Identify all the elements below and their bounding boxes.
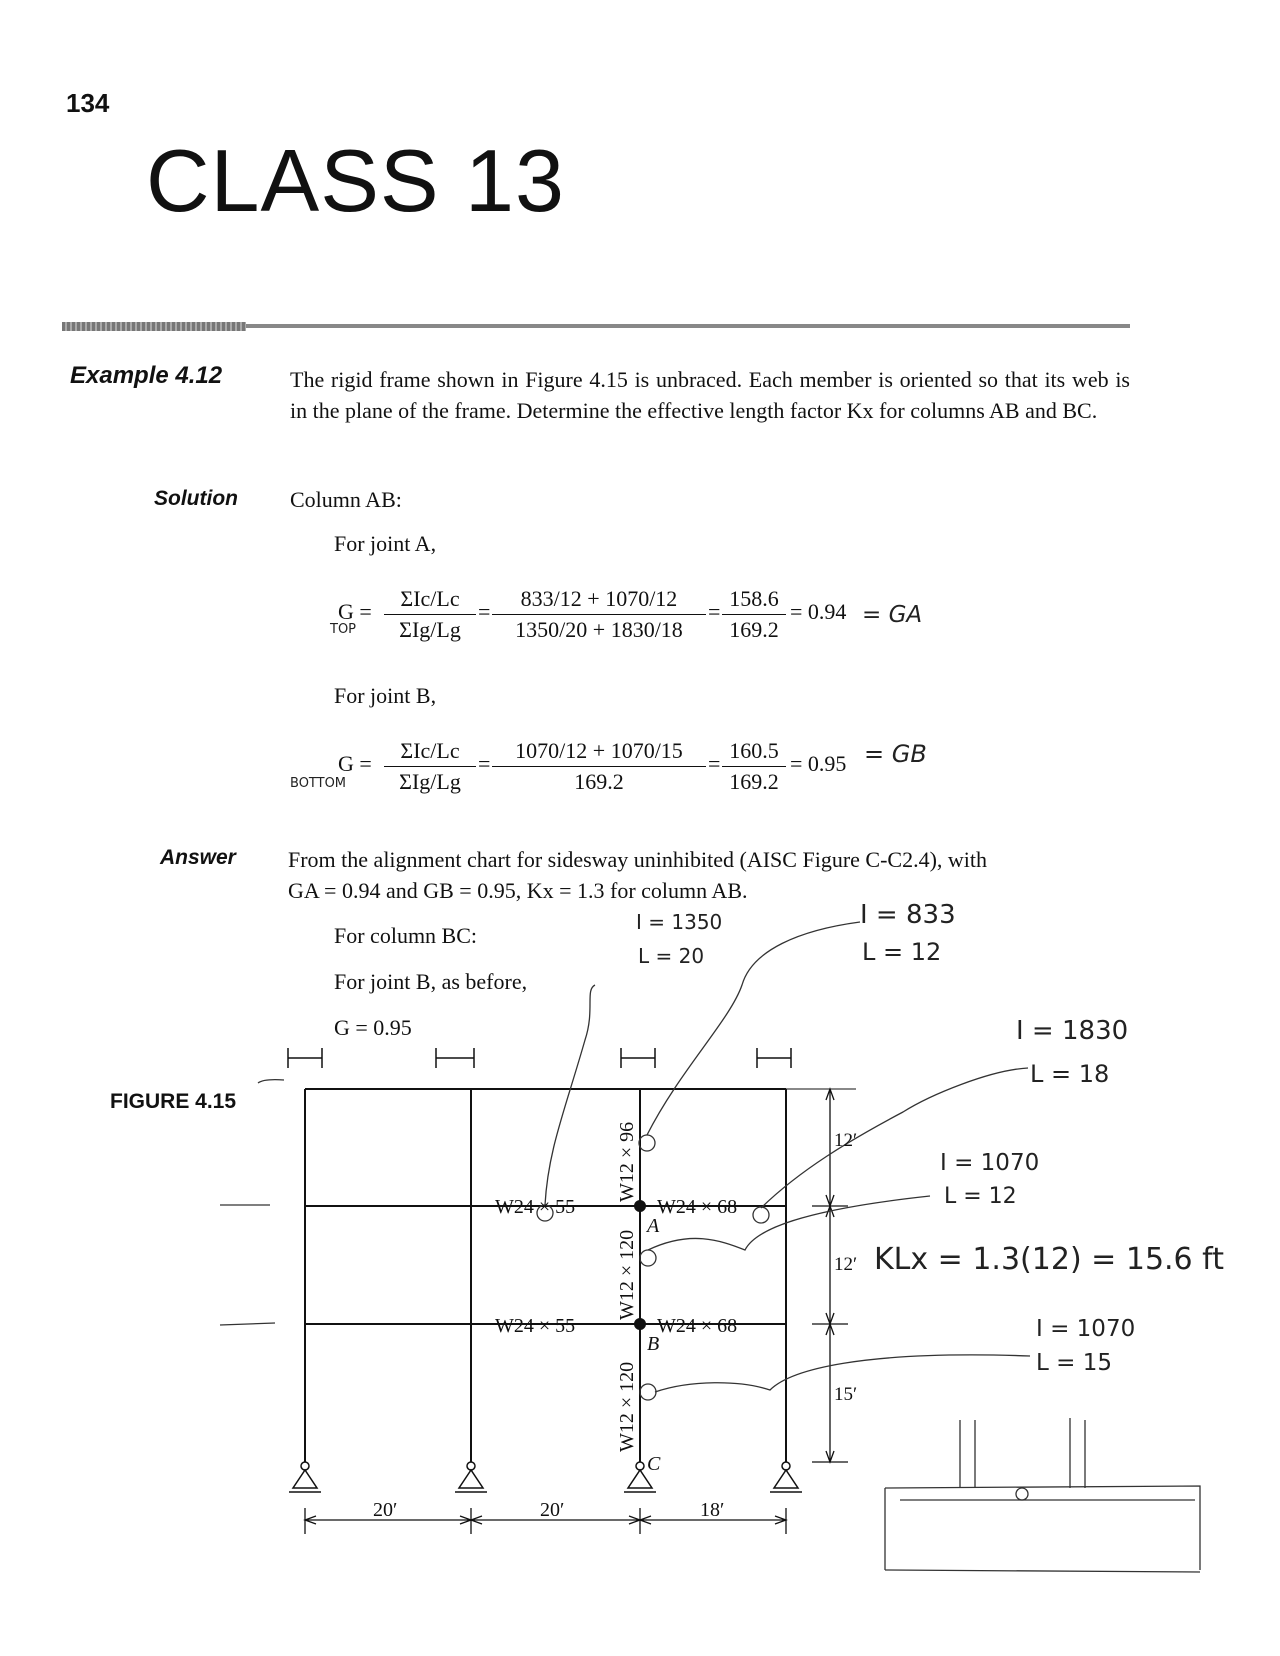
eq-a-fraction-1: ΣIc/Lc ΣIg/Lg — [384, 586, 476, 643]
beam-label-upper-right: W24 × 68 — [657, 1196, 738, 1218]
answer-line-2: GA = 0.94 and GB = 0.95, Kx = 1.3 for column AB. — [288, 878, 748, 903]
eq-a-fraction-2: $\frac{833/12 + 1070/12}{1350/20 + 1830/18}$ — [492, 586, 706, 643]
page-number: 134 — [66, 88, 110, 118]
joint-b-again-text: For joint B, as before, — [334, 969, 528, 994]
span-label-3: 18′ — [700, 1499, 725, 1521]
column-label-bottom: W12 × 120 — [616, 1361, 638, 1452]
column-label-top: W12 × 96 — [616, 1121, 638, 1202]
span-label-1: 20′ — [373, 1499, 398, 1521]
figure-label: FIGURE 4.15 — [110, 1090, 237, 1113]
eq-b-fraction-2: $\frac{1070/12 + 1070/15}{169.2}$ — [492, 738, 706, 795]
hand-note-5-top: I = 1070 — [1036, 1316, 1136, 1342]
column-ab-heading: Column AB: — [290, 487, 402, 512]
eq-b-fraction-1: ΣIc/Lc ΣIg/Lg — [384, 738, 476, 795]
page-title: CLASS 13 — [146, 131, 565, 230]
answer-label: Answer — [160, 846, 236, 869]
height-label-3: 15′ — [834, 1384, 858, 1405]
eq-a-lhs: G = — [338, 599, 372, 624]
hand-note-5-bottom: L = 15 — [1036, 1350, 1112, 1376]
hand-note-4-top: I = 1070 — [940, 1150, 1040, 1176]
eq-a-result: = 0.94 — [790, 599, 847, 624]
height-label-2: 12′ — [834, 1254, 858, 1275]
eq-a-lhs-note: TOP — [330, 622, 357, 637]
hand-note-1-top: I = 1350 — [636, 910, 723, 934]
eq-b-hand-note: = GB — [864, 740, 927, 768]
eq-a-hand-note: = GA — [862, 602, 923, 628]
eq-a-fraction-3: $\frac{158.6}{169.2}$ — [722, 586, 786, 643]
pin-supports — [289, 1462, 802, 1492]
g-value: G = 0.95 — [334, 1015, 412, 1040]
hand-note-1-bottom: L = 20 — [638, 944, 705, 968]
hand-note-4-bottom: L = 12 — [944, 1184, 1017, 1209]
answer-line-1: From the alignment chart for sidesway uninhibited (AISC Figure C-C2.4), with — [288, 847, 988, 872]
section-symbols — [288, 1048, 791, 1068]
beam-label-lower-right: W24 × 68 — [657, 1315, 738, 1337]
eq-b-fraction-3: $\frac{160.5}{169.2}$ — [722, 738, 786, 795]
column-bc-heading: For column BC: — [334, 923, 478, 948]
hand-note-3-bottom: L = 18 — [1030, 1060, 1110, 1088]
beam-label-upper-left: W24 × 55 — [495, 1196, 576, 1218]
solution-label: Solution — [154, 487, 238, 510]
hand-note-2-bottom: L = 12 — [862, 938, 942, 966]
example-label: Example 4.12 — [70, 362, 223, 389]
example-text: The rigid frame shown in Figure 4.15 is unbraced. Each member is oriented so that its web is in the plane of the frame. Determine the effective length factor Kx for columns AB and BC. — [290, 367, 1130, 423]
joint-label-b: B — [647, 1333, 660, 1355]
joint-label-a: A — [647, 1215, 660, 1237]
joint-b-text: For joint B, — [334, 683, 437, 708]
column-label-middle: W12 × 120 — [616, 1229, 638, 1320]
beam-label-lower-left: W24 × 55 — [495, 1315, 576, 1337]
eq-b-lhs-note: BOTTOM — [290, 776, 347, 791]
span-label-2: 20′ — [540, 1499, 565, 1521]
hand-note-3-top: I = 1830 — [1016, 1016, 1129, 1046]
hand-note-2-top: I = 833 — [860, 900, 956, 930]
joint-a-text: For joint A, — [334, 531, 437, 556]
eq-b-result: = 0.95 — [790, 751, 847, 776]
eq-b-lhs: G = — [338, 751, 372, 776]
hand-note-kl: KLx = 1.3(12) = 15.6 ft — [874, 1242, 1224, 1277]
joint-label-c: C — [647, 1453, 661, 1475]
height-label-1: 12′ — [834, 1130, 858, 1151]
